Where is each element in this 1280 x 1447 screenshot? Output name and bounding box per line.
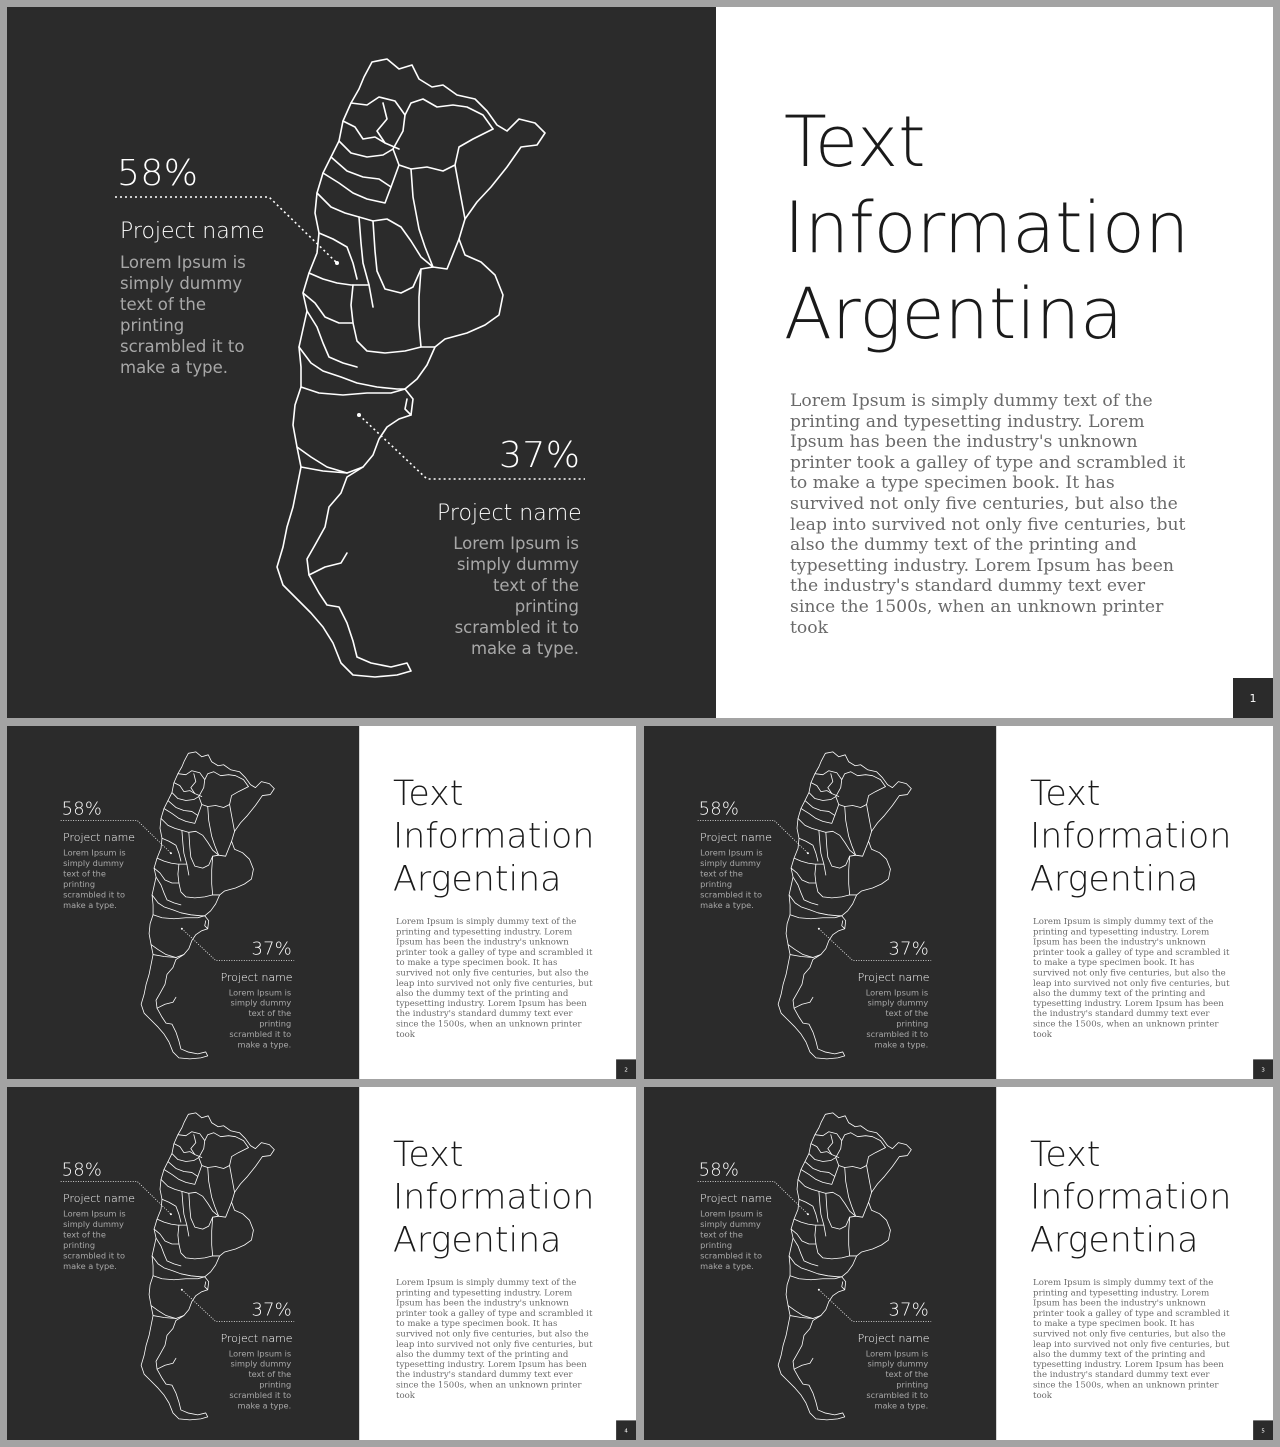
stat-top-percent: 58% <box>61 798 103 819</box>
title-line: Information <box>784 187 1190 269</box>
title-line: Information <box>1030 1176 1232 1218</box>
slide-content <box>7 1087 636 1440</box>
argentina-map-icon <box>644 726 996 1079</box>
title-line: Argentina <box>393 858 562 899</box>
stat-bottom-percent: 37% <box>251 1299 292 1321</box>
title-line: Text <box>1030 1133 1101 1175</box>
argentina-map-icon <box>7 7 716 718</box>
stat-top-project-name: Project name <box>700 831 773 844</box>
argentina-map-icon <box>7 1087 359 1440</box>
slide-thumbnail[interactable] <box>7 726 636 1079</box>
slide-title <box>1030 772 1264 900</box>
stat-top-description: Lorem Ipsum is simply dummy text of the printing scrambled it to make a type. <box>700 1209 763 1271</box>
stat-top-description: Lorem Ipsum is simply dummy text of the printing scrambled it to make a type. <box>63 848 126 910</box>
title-line: Text <box>1030 772 1101 814</box>
stat-top-percent: 58% <box>698 798 740 819</box>
body-paragraph: Lorem Ipsum is simply dummy text of the printing and typesetting industry. Lorem Ipsum has been the industry's unknown printer took a galley of type and scrambled it to make a type specimen book. It has survived not only five centuries, but also the leap into survived not only five centuries, but also the dummy text of the printing and typesetting industry. Lorem Ipsum has been the industry's standard dummy text ever since the 1500s, when an unknown printer took <box>396 916 593 1040</box>
stat-bottom-percent: 37% <box>251 938 292 960</box>
stat-bottom-description: Lorem Ipsum is simply dummy text of the printing scrambled it to make a type. <box>453 534 579 658</box>
stat-bottom-description: Lorem Ipsum is simply dummy text of the printing scrambled it to make a type. <box>228 1348 292 1411</box>
stat-bottom-project-name: Project name <box>220 971 293 984</box>
stat-bottom-description: Lorem Ipsum is simply dummy text of the printing scrambled it to make a type. <box>865 987 929 1050</box>
stat-top-project-name: Project name <box>63 1192 136 1205</box>
stat-bottom-percent: 37% <box>888 1299 929 1321</box>
argentina-map-icon <box>644 1087 996 1440</box>
body-paragraph: Lorem Ipsum is simply dummy text of the printing and typesetting industry. Lorem Ipsum has been the industry's unknown printer took a galley of type and scrambled it to make a type specimen book. It has survived not only five centuries, but also the leap into survived not only five centuries, but also the dummy text of the printing and typesetting industry. Lorem Ipsum has been the industry's standard dummy text ever since the 1500s, when an unknown printer took <box>790 391 1186 638</box>
title-line: Argentina <box>784 273 1124 355</box>
argentina-map-icon <box>7 726 359 1079</box>
page-number-badge: 5 <box>1253 1420 1273 1440</box>
slide-thumbnail[interactable] <box>644 726 1273 1079</box>
title-line: Argentina <box>1030 1219 1199 1260</box>
slide-content <box>644 1087 1273 1440</box>
stat-bottom-project-name: Project name <box>220 1332 293 1345</box>
title-line: Text <box>393 1133 464 1175</box>
slide-content <box>7 7 1273 718</box>
slide-title <box>784 99 1254 357</box>
slide-thumbnail[interactable] <box>7 1087 636 1440</box>
stat-top-project-name: Project name <box>700 1192 773 1205</box>
body-paragraph: Lorem Ipsum is simply dummy text of the printing and typesetting industry. Lorem Ipsum has been the industry's unknown printer took a galley of type and scrambled it to make a type specimen book. It has survived not only five centuries, but also the leap into survived not only five centuries, but also the dummy text of the printing and typesetting industry. Lorem Ipsum has been the industry's standard dummy text ever since the 1500s, when an unknown printer took <box>1033 1277 1230 1401</box>
slide-title <box>1030 1133 1264 1261</box>
stat-bottom-project-name: Project name <box>857 971 930 984</box>
stat-top-project-name: Project name <box>120 219 265 244</box>
slide-title <box>393 1133 627 1261</box>
stat-bottom-project-name: Project name <box>437 501 582 526</box>
title-line: Argentina <box>1030 858 1199 899</box>
title-line: Text <box>393 772 464 814</box>
stat-top-description: Lorem Ipsum is simply dummy text of the printing scrambled it to make a type. <box>700 848 763 910</box>
page-number-badge: 1 <box>1233 678 1273 718</box>
body-paragraph: Lorem Ipsum is simply dummy text of the printing and typesetting industry. Lorem Ipsum has been the industry's unknown printer took a galley of type and scrambled it to make a type specimen book. It has survived not only five centuries, but also the leap into survived not only five centuries, but also the dummy text of the printing and typesetting industry. Lorem Ipsum has been the industry's standard dummy text ever since the 1500s, when an unknown printer took <box>1033 916 1230 1040</box>
stat-bottom-percent: 37% <box>499 435 581 476</box>
stat-top-percent: 58% <box>698 1159 740 1180</box>
title-line: Information <box>1030 815 1232 857</box>
stat-top-percent: 58% <box>61 1159 103 1180</box>
page-number-badge: 3 <box>1253 1059 1273 1079</box>
page-number-badge: 4 <box>616 1420 636 1440</box>
slide-main <box>7 7 1273 718</box>
slide-title <box>393 772 627 900</box>
title-line: Argentina <box>393 1219 562 1260</box>
slide-content <box>7 726 636 1079</box>
stat-bottom-description: Lorem Ipsum is simply dummy text of the printing scrambled it to make a type. <box>865 1348 929 1411</box>
body-paragraph: Lorem Ipsum is simply dummy text of the printing and typesetting industry. Lorem Ipsum has been the industry's unknown printer took a galley of type and scrambled it to make a type specimen book. It has survived not only five centuries, but also the leap into survived not only five centuries, but also the dummy text of the printing and typesetting industry. Lorem Ipsum has been the industry's standard dummy text ever since the 1500s, when an unknown printer took <box>396 1277 593 1401</box>
slide-thumbnail[interactable] <box>644 1087 1273 1440</box>
stat-top-description: Lorem Ipsum is simply dummy text of the printing scrambled it to make a type. <box>63 1209 126 1271</box>
page-number-badge: 2 <box>616 1059 636 1079</box>
title-line: Information <box>393 815 595 857</box>
stat-top-project-name: Project name <box>63 831 136 844</box>
stat-top-description: Lorem Ipsum is simply dummy text of the printing scrambled it to make a type. <box>120 253 246 377</box>
stat-bottom-description: Lorem Ipsum is simply dummy text of the printing scrambled it to make a type. <box>228 987 292 1050</box>
stat-top-percent: 58% <box>117 153 199 194</box>
title-line: Text <box>784 101 926 183</box>
title-line: Information <box>393 1176 595 1218</box>
stat-bottom-percent: 37% <box>888 938 929 960</box>
stat-bottom-project-name: Project name <box>857 1332 930 1345</box>
slide-content <box>644 726 1273 1079</box>
